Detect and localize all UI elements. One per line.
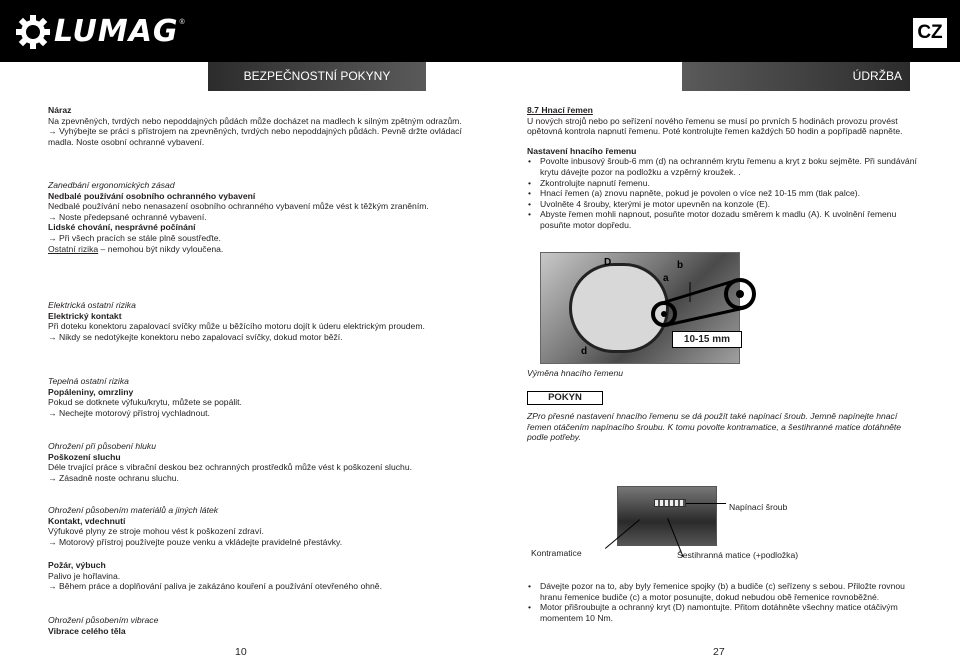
- elektro-action: Nikdy se nedotýkejte konektoru nebo zapalovací svíčky, dokud motor běží.: [58, 331, 343, 342]
- page-number-right: 27: [713, 646, 725, 658]
- belt-tension-dimension: 10-15 mm: [672, 331, 742, 348]
- section-elektro: [48, 300, 468, 342]
- arrow-icon: →: [48, 126, 59, 137]
- final-steps-list: [527, 581, 917, 623]
- vibrace-category: Ohrožení působením vibrace: [48, 615, 159, 625]
- ergo-title: Nedbalé používání osobního ochranného vybavení: [48, 190, 256, 201]
- figure1-caption: Výměna hnacího řemenu: [527, 368, 624, 378]
- gear-logo-icon: [14, 13, 52, 51]
- section-latky: [48, 505, 468, 547]
- ergo-title2: Lidské chování, nesprávné počínání: [48, 222, 196, 233]
- section-naraz: [48, 105, 468, 147]
- page-number-left: 10: [235, 646, 247, 658]
- belt-subtitle: Nastavení hnacího řemenu: [527, 145, 637, 156]
- pozar-text: Palivo je hořlavina.: [48, 570, 121, 581]
- section-pozar: [48, 560, 468, 592]
- elektro-title: Elektrický kontakt: [48, 310, 122, 321]
- label-D: D: [604, 257, 612, 268]
- hluk-category: Ohrožení při působení hluku: [48, 441, 156, 451]
- ergo-text: Nedbalé používání nebo nenasazení osobního ochranného vybavení může vést k těžkým zraněním.: [48, 201, 429, 212]
- belt-intro: U nových strojů nebo po seřízení nového řemenu se musí po prvních 5 hodinách provozu provést opětovná kontrola napnutí řemenu. Poté kontrolujte řemen každých 50 hodin a popřípadě napněte.: [527, 115, 903, 137]
- naraz-text: Na zpevněných, tvrdých nebo nepoddajných půdách může docházet na madlech k silným zpětným odrazům.: [48, 115, 462, 126]
- naraz-title: Náraz: [48, 105, 72, 115]
- arrow-icon: →: [48, 472, 59, 483]
- tepelna-action: Nechejte motorový přístroj vychladnout.: [58, 407, 210, 418]
- elektro-text: Při doteku konektoru zapalovací svíčky může u běžícího motoru dojít k úderu elektrickým proudem.: [48, 321, 425, 332]
- latky-text: Výfukové plyny ze stroje mohou vést k poškození zdraví.: [48, 526, 264, 537]
- section-bar-maintenance: ÚDRŽBA: [682, 62, 910, 91]
- tepelna-text: Pokud se dotknete výfuku/krytu, můžete se popálit.: [48, 397, 242, 408]
- ergo-action: Noste předepsané ochranné vybavení.: [58, 211, 207, 222]
- belt-diagram: [650, 273, 760, 336]
- hluk-text: Déle trvající práce s vibrační deskou bez ochranných prostředků může vést k poškození sluchu.: [48, 462, 412, 473]
- arrow-icon: →: [48, 331, 59, 342]
- other-risks-text: – nemohou být nikdy vyloučena.: [98, 243, 224, 254]
- latky-title: Kontakt, vdechnutí: [48, 515, 126, 526]
- pozar-title: Požár, výbuch: [48, 560, 106, 570]
- label-hex-nut: Šestihranná matice (+podložka): [677, 550, 799, 560]
- section-vibrace: [48, 615, 468, 636]
- other-risks-link: Ostatní rizika: [48, 243, 99, 254]
- section-bar-safety: BEZPEČNOSTNÍ POKYNY: [208, 62, 426, 91]
- label-counter-nut: Kontramatice: [531, 548, 582, 558]
- header-bar: [0, 0, 960, 62]
- leader-line-screw: [686, 503, 726, 504]
- tepelna-category: Tepelná ostatní rizika: [48, 376, 129, 386]
- pokyn-badge: POKYN: [527, 391, 603, 405]
- hluk-action: Zásadně noste ochranu sluchu.: [58, 472, 179, 483]
- ergo-action2: Při všech pracích se stále plně soustřeďte.: [58, 232, 221, 243]
- pokyn-note: ZPro přesné nastavení hnacího řemenu se dá použít také napínací šroub. Jemně napínejte hnací řemen otáčením napínacího šroubu. K tomu povolte kontramatice, a šestihranné matice dotáhněte podle potřeby.: [527, 411, 902, 443]
- arrow-icon: →: [48, 407, 59, 418]
- belt-steps-list: [527, 156, 917, 230]
- tepelna-title: Popáleniny, omrzliny: [48, 386, 134, 397]
- section-ergo: [48, 180, 468, 254]
- label-d: d: [581, 346, 588, 357]
- arrow-icon: →: [48, 536, 59, 547]
- ergo-category: Zanedbání ergonomických zásad: [48, 180, 175, 190]
- lumag-logo: [14, 12, 185, 52]
- logo-registered-mark: ®: [179, 18, 185, 26]
- naraz-action: Vyhýbejte se práci s přístrojem na zpevněných, tvrdých nebo nepoddajných půdách. Pevně držte ovládací madla. Noste osobní ochranné vybavení.: [48, 126, 462, 147]
- arrow-icon: →: [48, 581, 59, 592]
- label-b: b: [677, 260, 684, 271]
- hluk-title: Poškození sluchu: [48, 451, 121, 462]
- list-item: • Motor přišroubujte a ochranný kryt (D) namontujte. Přitom dotáhněte všechny matice otáčivým momentem 10 Nm.: [527, 602, 917, 623]
- section-tepelna: [48, 376, 468, 418]
- list-item: • Povolte inbusový šroub-6 mm (d) na ochranném krytu řemenu a kryt z boku sejměte. Při sundávání krytu dávejte pozor na podložku a vzpěrný kroužek. .: [527, 156, 917, 177]
- list-item: • Dávejte pozor na to, aby byly řemenice spojky (b) a budiče (c) seřízeny s sebou. Přiložte rovnou hranu řemenice budiče (c) a motor posunujte, dokud nebudou obě řemenice rovnoběžné.: [527, 581, 917, 602]
- elektro-category: Elektrická ostatní rizika: [48, 300, 136, 310]
- latky-action: Motorový přístroj používejte pouze venku a vkládejte pravidelné přestávky.: [58, 536, 343, 547]
- right-column: [527, 105, 917, 231]
- language-badge: CZ: [913, 18, 947, 48]
- tension-screw-bolt: [654, 499, 686, 507]
- logo-text: LUMAG: [54, 13, 179, 49]
- list-item: • Hnací řemen (a) znovu napněte, pokud je povolen o více než 10-15 mm (tlak palce).: [527, 188, 917, 199]
- list-item: • Uvolněte 4 šrouby, kterými je motor upevněn na konzole (E).: [527, 199, 917, 210]
- arrow-icon: →: [48, 232, 59, 243]
- label-a: a: [663, 273, 669, 284]
- arrow-icon: →: [48, 211, 59, 222]
- tension-screw-photo: [617, 486, 717, 546]
- list-item: • Abyste řemen mohli napnout, posuňte motor dozadu směrem k madlu (A). K uvolnění řemenu posuňte motor dopředu.: [527, 209, 917, 230]
- latky-category: Ohrožení působením materiálů a jiných látek: [48, 505, 219, 515]
- list-item: • Zkontrolujte napnutí řemenu.: [527, 178, 917, 189]
- pozar-action: Během práce a doplňování paliva je zakázáno kouření a používání otevřeného ohně.: [58, 581, 382, 592]
- label-tension-screw: Napínací šroub: [729, 502, 788, 512]
- section-hluk: [48, 441, 468, 483]
- vibrace-title: Vibrace celého těla: [48, 625, 126, 636]
- belt-section-title: 8.7 Hnací řemen: [527, 105, 593, 115]
